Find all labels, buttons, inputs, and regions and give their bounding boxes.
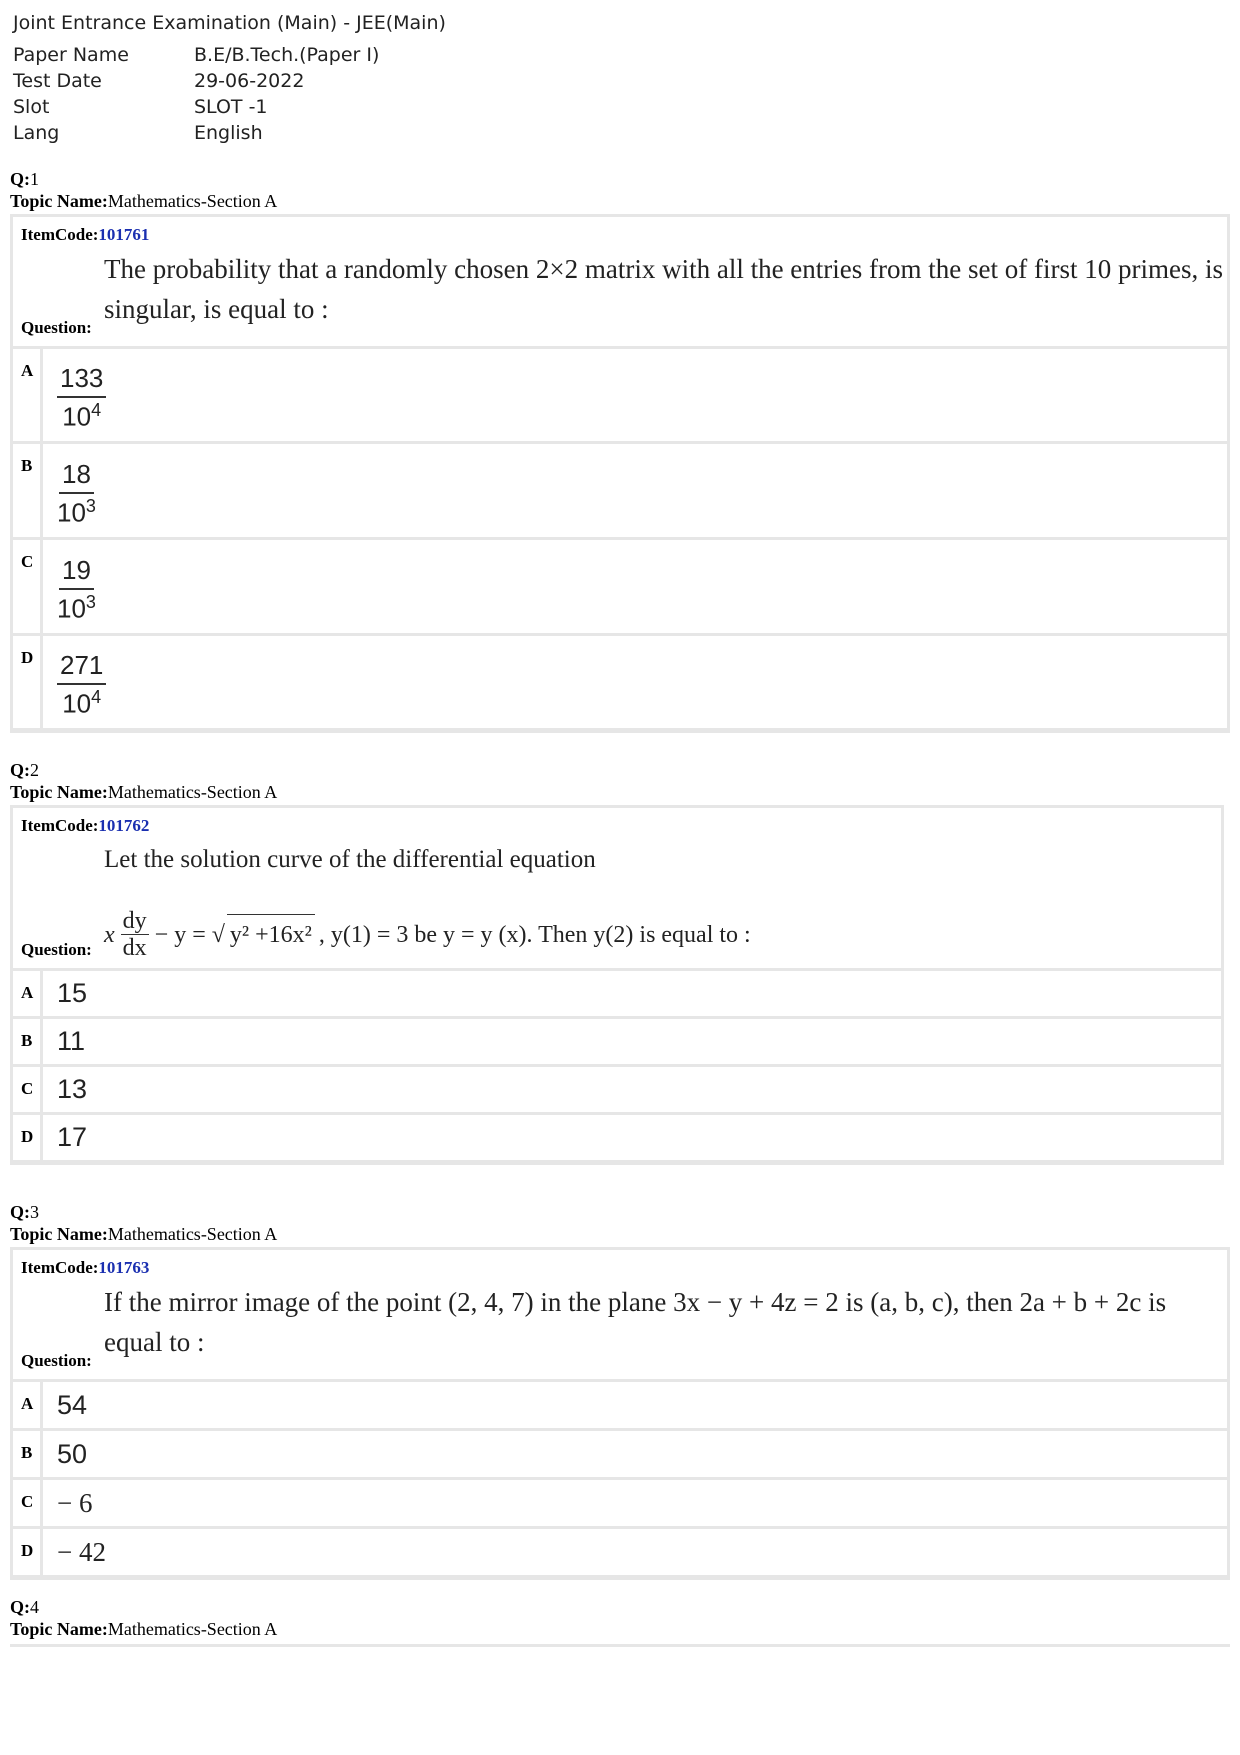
option-letter: A <box>13 349 43 441</box>
option-value: $\frac{133}{10^4}$ <box>43 349 106 441</box>
option-letter: A <box>13 971 43 1016</box>
option-b[interactable] <box>13 1431 1227 1480</box>
option-letter: B <box>13 1431 43 1477</box>
question-box <box>10 214 1230 733</box>
item-code: ItemCode:101763 <box>21 1258 150 1277</box>
topic-name: Topic Name:Mathematics-Section A <box>10 1619 278 1639</box>
meta-key: Test Date <box>13 70 102 92</box>
option-letter: A <box>13 1382 43 1428</box>
differential-equation: x dy dx − y = √ y² +16x² , y(1) = 3 be y = y (x). Then y(2) is equal to : <box>104 908 751 961</box>
meta-value: 29-06-2022 <box>194 70 305 92</box>
topic-name: Topic Name:Mathematics-Section A <box>10 191 278 211</box>
option-value: − 6 <box>57 1487 93 1518</box>
item-code: ItemCode:101761 <box>21 225 150 244</box>
option-value: 13 <box>57 1074 88 1104</box>
option-a[interactable] <box>13 1382 1227 1431</box>
question-box <box>10 805 1224 1165</box>
option-value: 11 <box>57 1026 86 1056</box>
question-number: Q:4 <box>10 1597 39 1617</box>
option-value: 50 <box>57 1438 88 1469</box>
option-a[interactable] <box>13 349 1227 444</box>
question-2 <box>10 759 1230 1165</box>
meta-slot <box>13 94 446 120</box>
meta-test-date <box>13 68 446 94</box>
option-letter: D <box>13 636 43 728</box>
meta-value: SLOT -1 <box>194 96 268 118</box>
meta-value: B.E/B.Tech.(Paper I) <box>194 44 380 66</box>
item-code: ItemCode:101762 <box>21 816 150 835</box>
question-3 <box>10 1201 1230 1580</box>
option-letter: B <box>13 444 43 537</box>
option-c[interactable] <box>13 1480 1227 1529</box>
option-b[interactable] <box>13 1019 1221 1067</box>
option-c[interactable] <box>13 540 1227 636</box>
question-number: Q:3 <box>10 1202 39 1222</box>
question-area <box>13 247 1227 349</box>
question-number: Q:1 <box>10 169 39 189</box>
meta-lang <box>13 120 446 146</box>
option-a[interactable] <box>13 971 1221 1019</box>
option-value: $\frac{19}{10^3}$ <box>57 554 96 624</box>
option-d[interactable] <box>13 1529 1227 1575</box>
option-value: 15 <box>57 978 88 1008</box>
option-value: $\frac{271}{10^4}$ <box>43 636 106 728</box>
question-label: Question: <box>21 318 92 337</box>
topic-name: Topic Name:Mathematics-Section A <box>10 1224 278 1244</box>
option-value: 54 <box>57 1389 88 1420</box>
option-b[interactable] <box>13 444 1227 540</box>
option-value: $\frac{18}{10^3}$ <box>57 458 96 528</box>
question-text: If the mirror image of the point (2, 4, 7) in the plane 3x − y + 4z = 2 is (a, b, c), then 2a + b + 2c is equal to : <box>104 1287 1167 1357</box>
option-value: 17 <box>57 1122 88 1152</box>
option-letter: C <box>13 540 43 633</box>
question-box <box>10 1247 1230 1580</box>
question-area <box>13 1280 1227 1382</box>
option-d[interactable] <box>13 636 1227 728</box>
option-letter: C <box>13 1480 43 1526</box>
question-box-top <box>10 1644 1230 1647</box>
question-1 <box>10 168 1230 733</box>
meta-paper-name <box>13 42 446 68</box>
meta-key: Paper Name <box>13 44 129 66</box>
meta-value: English <box>194 122 263 144</box>
question-label: Question: <box>21 1351 92 1370</box>
option-d[interactable] <box>13 1115 1221 1160</box>
question-number: Q:2 <box>10 760 39 780</box>
question-label: Question: <box>21 940 92 959</box>
question-4 <box>10 1596 1230 1647</box>
meta-key: Lang <box>13 122 60 144</box>
option-letter: B <box>13 1019 43 1064</box>
topic-name: Topic Name:Mathematics-Section A <box>10 782 278 802</box>
question-text: Let the solution curve of the differential equation x dy dx − y = √ y² +16x² , y(1) = 3 be y = y (x). Then y(2) is equal to : <box>104 838 1221 973</box>
question-area <box>13 838 1221 971</box>
exam-header <box>13 10 446 146</box>
question-text: The probability that a randomly chosen 2×2 matrix with all the entries from the set of first 10 primes, is singular, is equal to : <box>104 254 1223 324</box>
option-letter: D <box>13 1115 43 1160</box>
option-value: − 42 <box>57 1536 106 1567</box>
option-letter: D <box>13 1529 43 1575</box>
meta-key: Slot <box>13 96 50 118</box>
exam-title: Joint Entrance Examination (Main) - JEE(Main) <box>13 12 446 34</box>
option-letter: C <box>13 1067 43 1112</box>
option-c[interactable] <box>13 1067 1221 1115</box>
